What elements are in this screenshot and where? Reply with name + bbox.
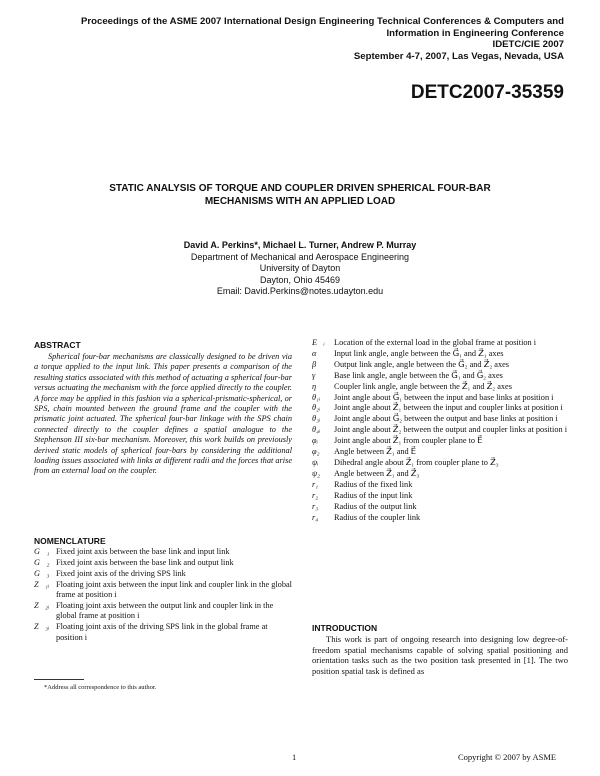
nomenclature-symbol: G⃗₁: [34, 547, 50, 556]
nomenclature-description: Fixed joint axis of the driving SPS link: [56, 568, 186, 578]
author-university: University of Dayton: [259, 263, 341, 273]
nomenclature-description: Floating joint axis between the input link and coupler link in the global frame at position i: [56, 579, 292, 600]
nomenclature-description: Angle between Z⃗₁ and Z⃗₃: [334, 468, 420, 478]
nomenclature-list-left: [34, 547, 292, 644]
nomenclature-heading: NOMENCLATURE: [34, 536, 106, 546]
nomenclature-item: [312, 458, 568, 468]
nomenclature-symbol: γ: [312, 370, 316, 380]
nomenclature-item: [312, 349, 568, 359]
page-number: 1: [292, 752, 297, 762]
nomenclature-description: Base link angle, angle between the G⃗₁ and G⃗₂ axes: [334, 370, 503, 380]
nomenclature-symbol: G⃗₂: [34, 557, 50, 567]
nomenclature-symbol: Z⃗₃ᵢ: [34, 622, 50, 632]
nomenclature-item: [312, 480, 568, 490]
nomenclature-description: Joint angle about Z⃗₂ between the output and coupler links at position i: [334, 425, 568, 435]
nomenclature-symbol: φᵢ: [312, 436, 318, 446]
header-line-2: Information in Engineering Conference: [386, 27, 564, 39]
nomenclature-item: [34, 601, 292, 622]
nomenclature-description: Radius of the input link: [334, 490, 413, 500]
paper-title: [60, 182, 540, 208]
nomenclature-list-right: [312, 338, 568, 523]
nomenclature-symbol: φ₂: [312, 447, 320, 457]
nomenclature-symbol: G⃗₃: [34, 568, 50, 578]
nomenclature-symbol: Z⃗₁ᵢ: [34, 579, 50, 589]
footnote: *Address all correspondence to this author.: [44, 684, 157, 691]
nomenclature-item: [312, 491, 568, 501]
nomenclature-description: Fixed joint axis between the base link and output link: [56, 557, 234, 567]
nomenclature-item: [312, 513, 568, 523]
author-city: Dayton, Ohio 45469: [259, 274, 341, 285]
nomenclature-description: Floating joint axis between the output link and coupler link in the global frame at position i: [56, 601, 274, 621]
nomenclature-symbol: η: [312, 381, 317, 391]
nomenclature-description: Dihedral angle about Z⃗₁ from coupler plane to Z⃗₃: [334, 457, 499, 467]
introduction-text: This work is part of ongoing research into designing low degree-of-freedom spatial mechanisms capable of solving spatial positioning and orientation tasks such as the two position task presented in [1]. The two position spatial task is defined as: [312, 634, 568, 676]
paper-id: DETC2007-35359: [410, 82, 564, 103]
nomenclature-description: Radius of the output link: [334, 501, 417, 511]
nomenclature-item: [312, 338, 568, 348]
nomenclature-item: [312, 414, 568, 424]
copyright-notice: Copyright © 2007 by ASME: [458, 752, 557, 762]
nomenclature-item: [34, 558, 292, 568]
footnote-rule: [34, 679, 84, 680]
nomenclature-item: [34, 569, 292, 579]
nomenclature-symbol: ψ₂: [312, 468, 321, 478]
nomenclature-symbol: θ₃ᵢ: [312, 414, 321, 424]
nomenclature-item: [312, 371, 568, 381]
nomenclature-description: Output link angle, angle between the G⃗₂ and Z⃗₂ axes: [334, 359, 510, 369]
nomenclature-description: Joint angle about G⃗₁ between the input and base links at position i: [334, 392, 554, 402]
nomenclature-symbol: θ₄ᵢ: [312, 425, 321, 435]
nomenclature-description: Joint angle about Z⃗₁ between the input and coupler links at position i: [334, 403, 563, 413]
nomenclature-symbol: r₄: [312, 512, 319, 522]
nomenclature-symbol: ψᵢ: [312, 457, 319, 467]
nomenclature-symbol: E⃗ᵢ: [312, 338, 325, 347]
nomenclature-description: Radius of the fixed link: [334, 479, 413, 489]
nomenclature-item: [312, 447, 568, 457]
nomenclature-item: [312, 360, 568, 370]
title-line-1: STATIC ANALYSIS OF TORQUE AND COUPLER DRIVEN SPHERICAL FOUR-BAR: [109, 183, 491, 194]
nomenclature-item: [34, 580, 292, 601]
header-line-3: IDETC/CIE 2007: [492, 39, 564, 50]
author-department: Department of Mechanical and Aerospace Engineering: [190, 251, 410, 262]
nomenclature-item: [312, 425, 568, 435]
nomenclature-description: Angle between Z⃗₁ and E⃗: [334, 447, 417, 457]
nomenclature-symbol: r₃: [312, 501, 319, 511]
nomenclature-description: Coupler link angle, angle between the Z⃗₁ and Z⃗₂ axes: [334, 381, 512, 391]
nomenclature-description: Radius of the coupler link: [334, 512, 421, 522]
nomenclature-item: [312, 502, 568, 512]
nomenclature-item: [312, 436, 568, 446]
nomenclature-description: Location of the external load in the global frame at position i: [334, 338, 537, 347]
author-names: David A. Perkins*, Michael L. Turner, Andrew P. Murray: [183, 240, 417, 250]
abstract-heading: ABSTRACT: [34, 340, 81, 350]
nomenclature-symbol: r₂: [312, 490, 319, 500]
header-line-1: Proceedings of the ASME 2007 International Design Engineering Technical Conferences & Computers and: [81, 16, 564, 27]
nomenclature-description: Joint angle about Z⃗₁ from coupler plane to E⃗: [334, 436, 483, 446]
nomenclature-item: [312, 469, 568, 479]
nomenclature-symbol: r₁: [312, 479, 319, 489]
nomenclature-item: [312, 393, 568, 403]
nomenclature-description: Floating joint axis of the driving SPS link in the global frame at position i: [56, 622, 268, 642]
nomenclature-symbol: β: [312, 359, 317, 369]
nomenclature-symbol: θ₂ᵢ: [312, 403, 321, 413]
nomenclature-symbol: θ₁ᵢ: [312, 392, 321, 402]
nomenclature-description: Input link angle, angle between the G⃗₁ and Z⃗₁ axes: [334, 348, 504, 358]
introduction-heading: INTRODUCTION: [312, 623, 378, 633]
nomenclature-item: [312, 382, 568, 392]
header-line-4: September 4-7, 2007, Las Vegas, Nevada, USA: [353, 50, 564, 62]
author-block: [60, 240, 540, 298]
nomenclature-symbol: α: [312, 348, 317, 358]
nomenclature-symbol: Z⃗₂ᵢ: [34, 601, 50, 611]
nomenclature-item: [34, 547, 292, 557]
author-email: Email: David.Perkins@notes.udayton.edu: [216, 286, 384, 296]
title-line-2: MECHANISMS WITH AN APPLIED LOAD: [204, 196, 396, 207]
conference-header: [81, 16, 564, 62]
nomenclature-description: Joint angle about G⃗₂ between the output and base links at position i: [334, 414, 558, 424]
nomenclature-item: [312, 403, 568, 413]
nomenclature-item: [34, 622, 292, 643]
nomenclature-description: Fixed joint axis between the base link and input link: [56, 547, 230, 556]
abstract-text: Spherical four-bar mechanisms are classically designed to be driven via a torque applied to the input link. This paper presents a comparison of the resulting statics associated with this method of actuating a spherical four-bar versus actuating the mechanism with the force applied directly to the coupler. A force may be applied in this fashion via a spherical-prismatic-spherical, or SPS, chain mounted between the ground frame and the coupler with the prismatic joint actuated. The spherical four-bar linkage with the SPS chain connected directly to the coupler defines a spatial analogue to the Stephenson III six-bar mechanism. Moreover, this work builds on previously derived static models of spherical four-bars by considering the additional loading issues associated with links at different radii and the forces that arise from an external load on the coupler.: [34, 352, 292, 476]
